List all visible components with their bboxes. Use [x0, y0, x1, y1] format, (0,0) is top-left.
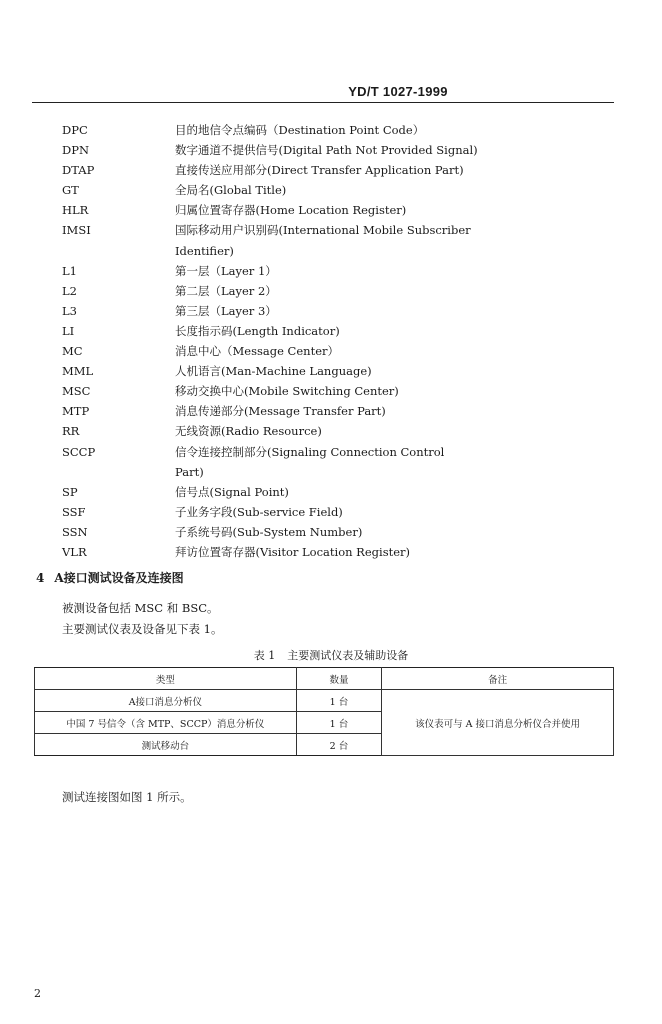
abbreviation-row	[62, 281, 582, 301]
abbreviation-definition: 子业务字段(Sub-service Field)	[175, 504, 343, 519]
abbreviation-definition: 第三层（Layer 3）	[175, 303, 277, 318]
abbreviation-row	[62, 462, 582, 482]
abbreviation-definition: 拜访位置寄存器(Visitor Location Register)	[175, 544, 411, 559]
abbreviation-definition: 长度指示码(Length Indicator)	[175, 323, 340, 338]
abbreviation-row	[62, 341, 582, 361]
abbreviation-definition: 信令连接控制部分(Signaling Connection Control	[175, 444, 445, 459]
abbreviation-term: MC	[62, 344, 83, 359]
section-number: 4	[36, 571, 45, 585]
table-title: 主要测试仪表及辅助设备	[287, 649, 409, 662]
abbreviation-term: L3	[62, 303, 77, 318]
table-caption	[0, 647, 662, 663]
cell-type: 中国 7 号信令（含 MTP、SCCP）消息分析仪	[35, 712, 297, 734]
abbreviation-term: VLR	[62, 544, 87, 559]
cell-count: 1 台	[296, 712, 381, 734]
abbreviation-definition: 人机语言(Man-Machine Language)	[175, 364, 372, 379]
abbreviation-row	[62, 522, 582, 542]
abbreviation-term: RR	[62, 424, 80, 439]
abbreviation-definition: 无线资源(Radio Resource)	[175, 424, 322, 439]
abbreviation-row	[62, 120, 582, 140]
abbreviation-term: GT	[62, 183, 79, 198]
equipment-table	[34, 667, 614, 756]
cell-type: 测试移动台	[35, 734, 297, 756]
header-remark: 备注	[382, 668, 614, 690]
page-header	[32, 84, 614, 99]
abbreviation-term	[62, 462, 175, 482]
abbreviation-definition: 第一层（Layer 1）	[175, 263, 277, 278]
abbreviation-row	[62, 301, 582, 321]
cell-count: 2 台	[296, 734, 381, 756]
table-row	[35, 690, 614, 712]
abbreviation-definition: 国际移动用户识别码(International Mobile Subscriber	[175, 223, 471, 238]
header-type: 类型	[35, 668, 297, 690]
abbreviation-definition: 目的地信令点编码（Destination Point Code）	[175, 123, 425, 137]
abbreviation-definition: Identifier)	[175, 243, 234, 258]
table-number: 表 1	[253, 649, 276, 662]
abbreviation-term: SSN	[62, 524, 88, 539]
abbreviation-term: DPC	[62, 123, 88, 137]
paragraph-devices-under-test: 被测设备包括 MSC 和 BSC。	[62, 601, 219, 615]
abbreviation-definition: 消息传递部分(Message Transfer Part)	[175, 404, 386, 419]
abbreviation-definition: 消息中心（Message Center）	[175, 344, 339, 359]
abbreviation-term: L2	[62, 283, 77, 298]
abbreviation-list	[62, 120, 582, 562]
cell-count: 1 台	[296, 690, 381, 712]
header-rule	[32, 102, 614, 103]
abbreviation-row	[62, 261, 582, 281]
abbreviation-term: SP	[62, 484, 78, 499]
abbreviation-row	[62, 180, 582, 200]
abbreviation-term: SCCP	[62, 444, 96, 459]
abbreviation-row	[62, 421, 582, 441]
abbreviation-row	[62, 542, 582, 562]
paragraph-instruments-reference: 主要测试仪表及设备见下表 1。	[62, 622, 223, 636]
table-header-row	[35, 668, 614, 690]
abbreviation-definition: 第二层（Layer 2）	[175, 283, 277, 298]
abbreviation-definition: 全局名(Global Title)	[175, 183, 287, 198]
equipment-table-wrapper	[34, 667, 614, 756]
abbreviation-term: DTAP	[62, 163, 95, 178]
abbreviation-term: IMSI	[62, 223, 91, 238]
cell-remark: 该仪表可与 A 接口消息分析仪合并使用	[382, 690, 614, 756]
section-4-heading	[36, 569, 184, 586]
abbreviation-row	[62, 241, 582, 261]
abbreviation-row	[62, 321, 582, 341]
abbreviation-row	[62, 442, 582, 462]
abbreviation-term: MTP	[62, 404, 90, 419]
abbreviation-definition: 移动交换中心(Mobile Switching Center)	[175, 384, 399, 399]
abbreviation-term	[62, 241, 175, 261]
abbreviation-definition: Part)	[175, 464, 204, 479]
abbreviation-row	[62, 220, 582, 240]
standard-code: YD/T 1027-1999	[348, 84, 448, 99]
abbreviation-row	[62, 160, 582, 180]
abbreviation-row	[62, 401, 582, 421]
abbreviation-row	[62, 361, 582, 381]
abbreviation-term: L1	[62, 263, 77, 278]
abbreviation-row	[62, 381, 582, 401]
page-number: 2	[34, 987, 41, 1000]
abbreviation-row	[62, 140, 582, 160]
header-count: 数量	[296, 668, 381, 690]
abbreviation-term: DPN	[62, 143, 90, 158]
abbreviation-term: MSC	[62, 384, 91, 399]
abbreviation-definition: 数字通道不提供信号(Digital Path Not Provided Signal)	[175, 143, 478, 158]
abbreviation-row	[62, 482, 582, 502]
abbreviation-term: LI	[62, 323, 75, 338]
abbreviation-term: HLR	[62, 203, 89, 218]
cell-type: A接口消息分析仪	[35, 690, 297, 712]
abbreviation-row	[62, 200, 582, 220]
abbreviation-row	[62, 502, 582, 522]
paragraph-connection-diagram-ref: 测试连接图如图 1 所示。	[62, 790, 192, 804]
abbreviation-term: MML	[62, 364, 94, 379]
abbreviation-definition: 归属位置寄存器(Home Location Register)	[175, 203, 407, 218]
abbreviation-definition: 子系统号码(Sub-System Number)	[175, 524, 363, 539]
section-title: A接口测试设备及连接图	[54, 571, 184, 585]
abbreviation-definition: 信号点(Signal Point)	[175, 484, 289, 499]
abbreviation-definition: 直接传送应用部分(Direct Transfer Application Part)	[175, 163, 464, 178]
abbreviation-term: SSF	[62, 504, 86, 519]
